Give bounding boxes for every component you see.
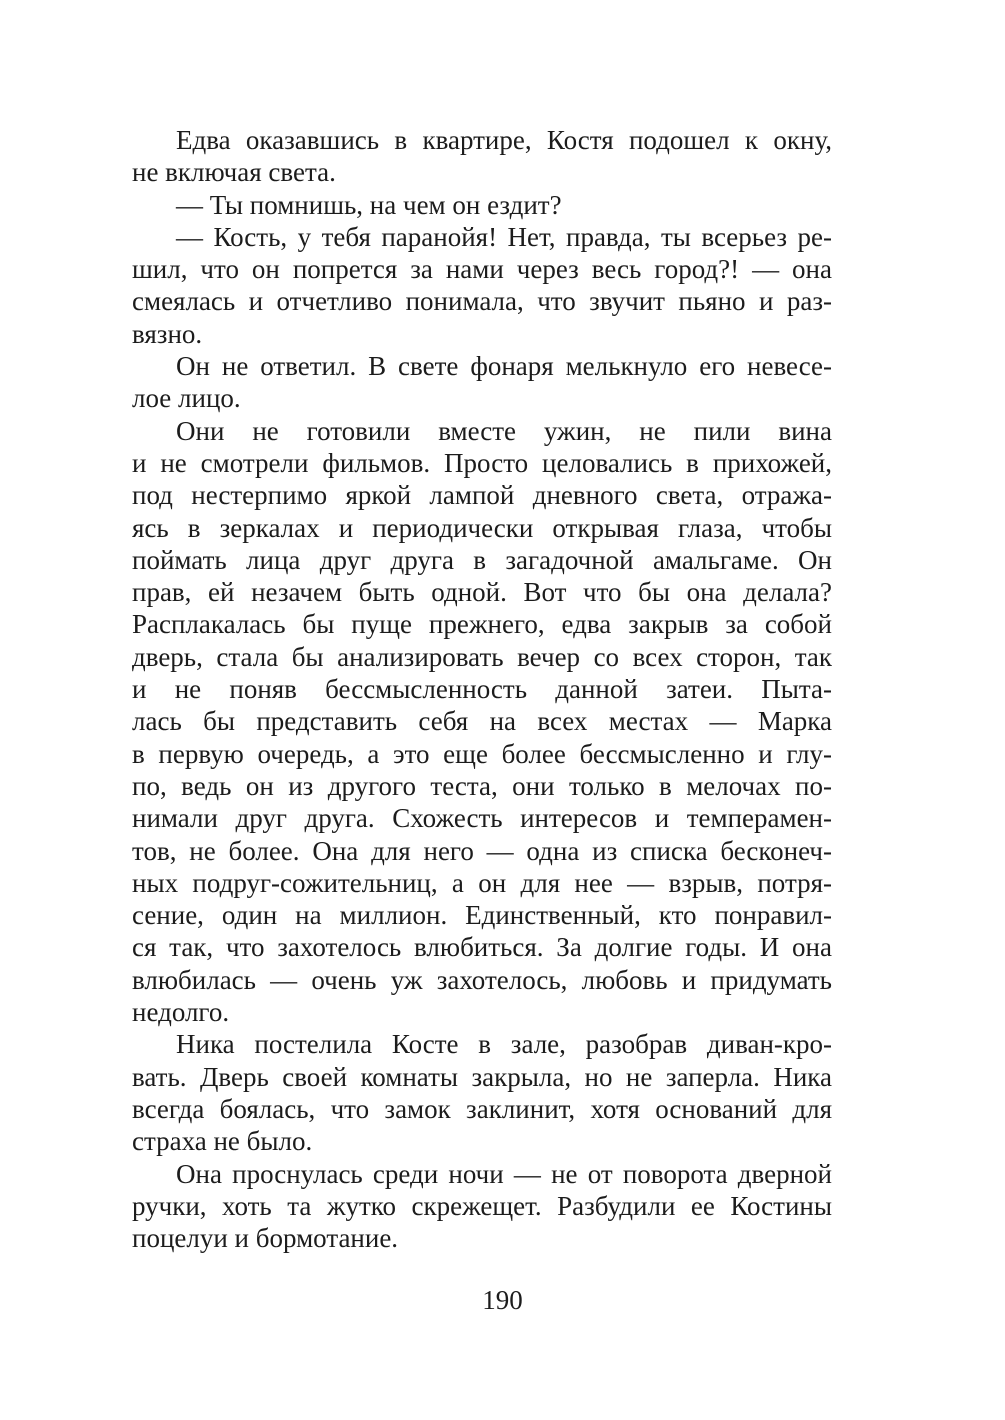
text-line: недолго. (132, 997, 230, 1028)
text-line: тов, не более. Она для него — одна из списка бесконеч- (132, 835, 832, 866)
text-line: лое лицо. (132, 383, 241, 414)
text-line: Они не готовили вместе ужин, не пили вина (176, 415, 832, 446)
text-line: дверь, стала бы анализировать вечер со всех сторон, так (132, 641, 832, 672)
text-line: под нестерпимо яркой лампой дневного света, отража- (132, 480, 832, 511)
text-line: и не смотрели фильмов. Просто целовались в прихожей, (132, 447, 832, 478)
text-line: Ника постелила Косте в зале, разобрав диван-кро- (176, 1029, 832, 1060)
text-line: в первую очередь, а это еще более бессмысленно и глу- (132, 738, 832, 769)
text-line: ных подруг-сожительниц, а он для нее — взрыв, потря- (132, 867, 832, 898)
text-line: поймать лица друг друга в загадочной амальгаме. Он (132, 544, 832, 575)
text-line: влюбилась — очень уж захотелось, любовь и придумать (132, 964, 832, 995)
text-line: прав, ей незачем быть одной. Вот что бы она делала? (132, 577, 832, 608)
text-line: Расплакалась бы пуще прежнего, едва закрыв за собой (132, 609, 832, 640)
text-line: ручки, хоть та жутко скрежещет. Разбудили ее Костины (132, 1190, 832, 1221)
text-line: Она проснулась среди ночи — не от поворота дверной (176, 1158, 832, 1189)
text-line: не включая света. (132, 157, 336, 188)
text-line: — Ты помнишь, на чем он ездит? (176, 189, 562, 220)
body-text (132, 124, 832, 1254)
text-line: вязно. (132, 318, 203, 349)
text-line: и не поняв бессмысленность данной затеи. Пыта- (132, 674, 832, 705)
text-line: смеялась и отчетливо понимала, что звучит пьяно и раз- (132, 286, 832, 317)
text-line: ясь в зеркалах и периодически открывая глаза, чтобы (132, 512, 832, 543)
text-line: по, ведь он из другого теста, они только в мелочах по- (132, 770, 832, 801)
text-line: сение, один на миллион. Единственный, кто понравил- (132, 900, 832, 931)
text-line: вать. Дверь своей комнаты закрыла, но не заперла. Ника (132, 1061, 832, 1092)
text-line: лась бы представить себя на всех местах — Марка (132, 706, 832, 737)
text-line: шил, что он попрется за нами через весь город?! — она (132, 254, 832, 285)
text-line: — Кость, у тебя паранойя! Нет, правда, ты всерьез ре- (176, 221, 832, 252)
text-line: всегда боялась, что замок заклинит, хотя оснований для (132, 1093, 832, 1124)
text-line: нимали друг друга. Схожесть интересов и темперамен- (132, 803, 832, 834)
text-line: Едва оказавшись в квартире, Костя подошел к окну, (176, 125, 832, 155)
text-line: Он не ответил. В свете фонаря мелькнуло его невесе- (176, 351, 832, 382)
text-line: ся так, что захотелось влюбиться. За долгие годы. И она (132, 932, 832, 963)
text-line: страха не было. (132, 1126, 313, 1157)
text-line: поцелуи и бормотание. (132, 1223, 399, 1254)
page-number: 190 (482, 1285, 523, 1315)
